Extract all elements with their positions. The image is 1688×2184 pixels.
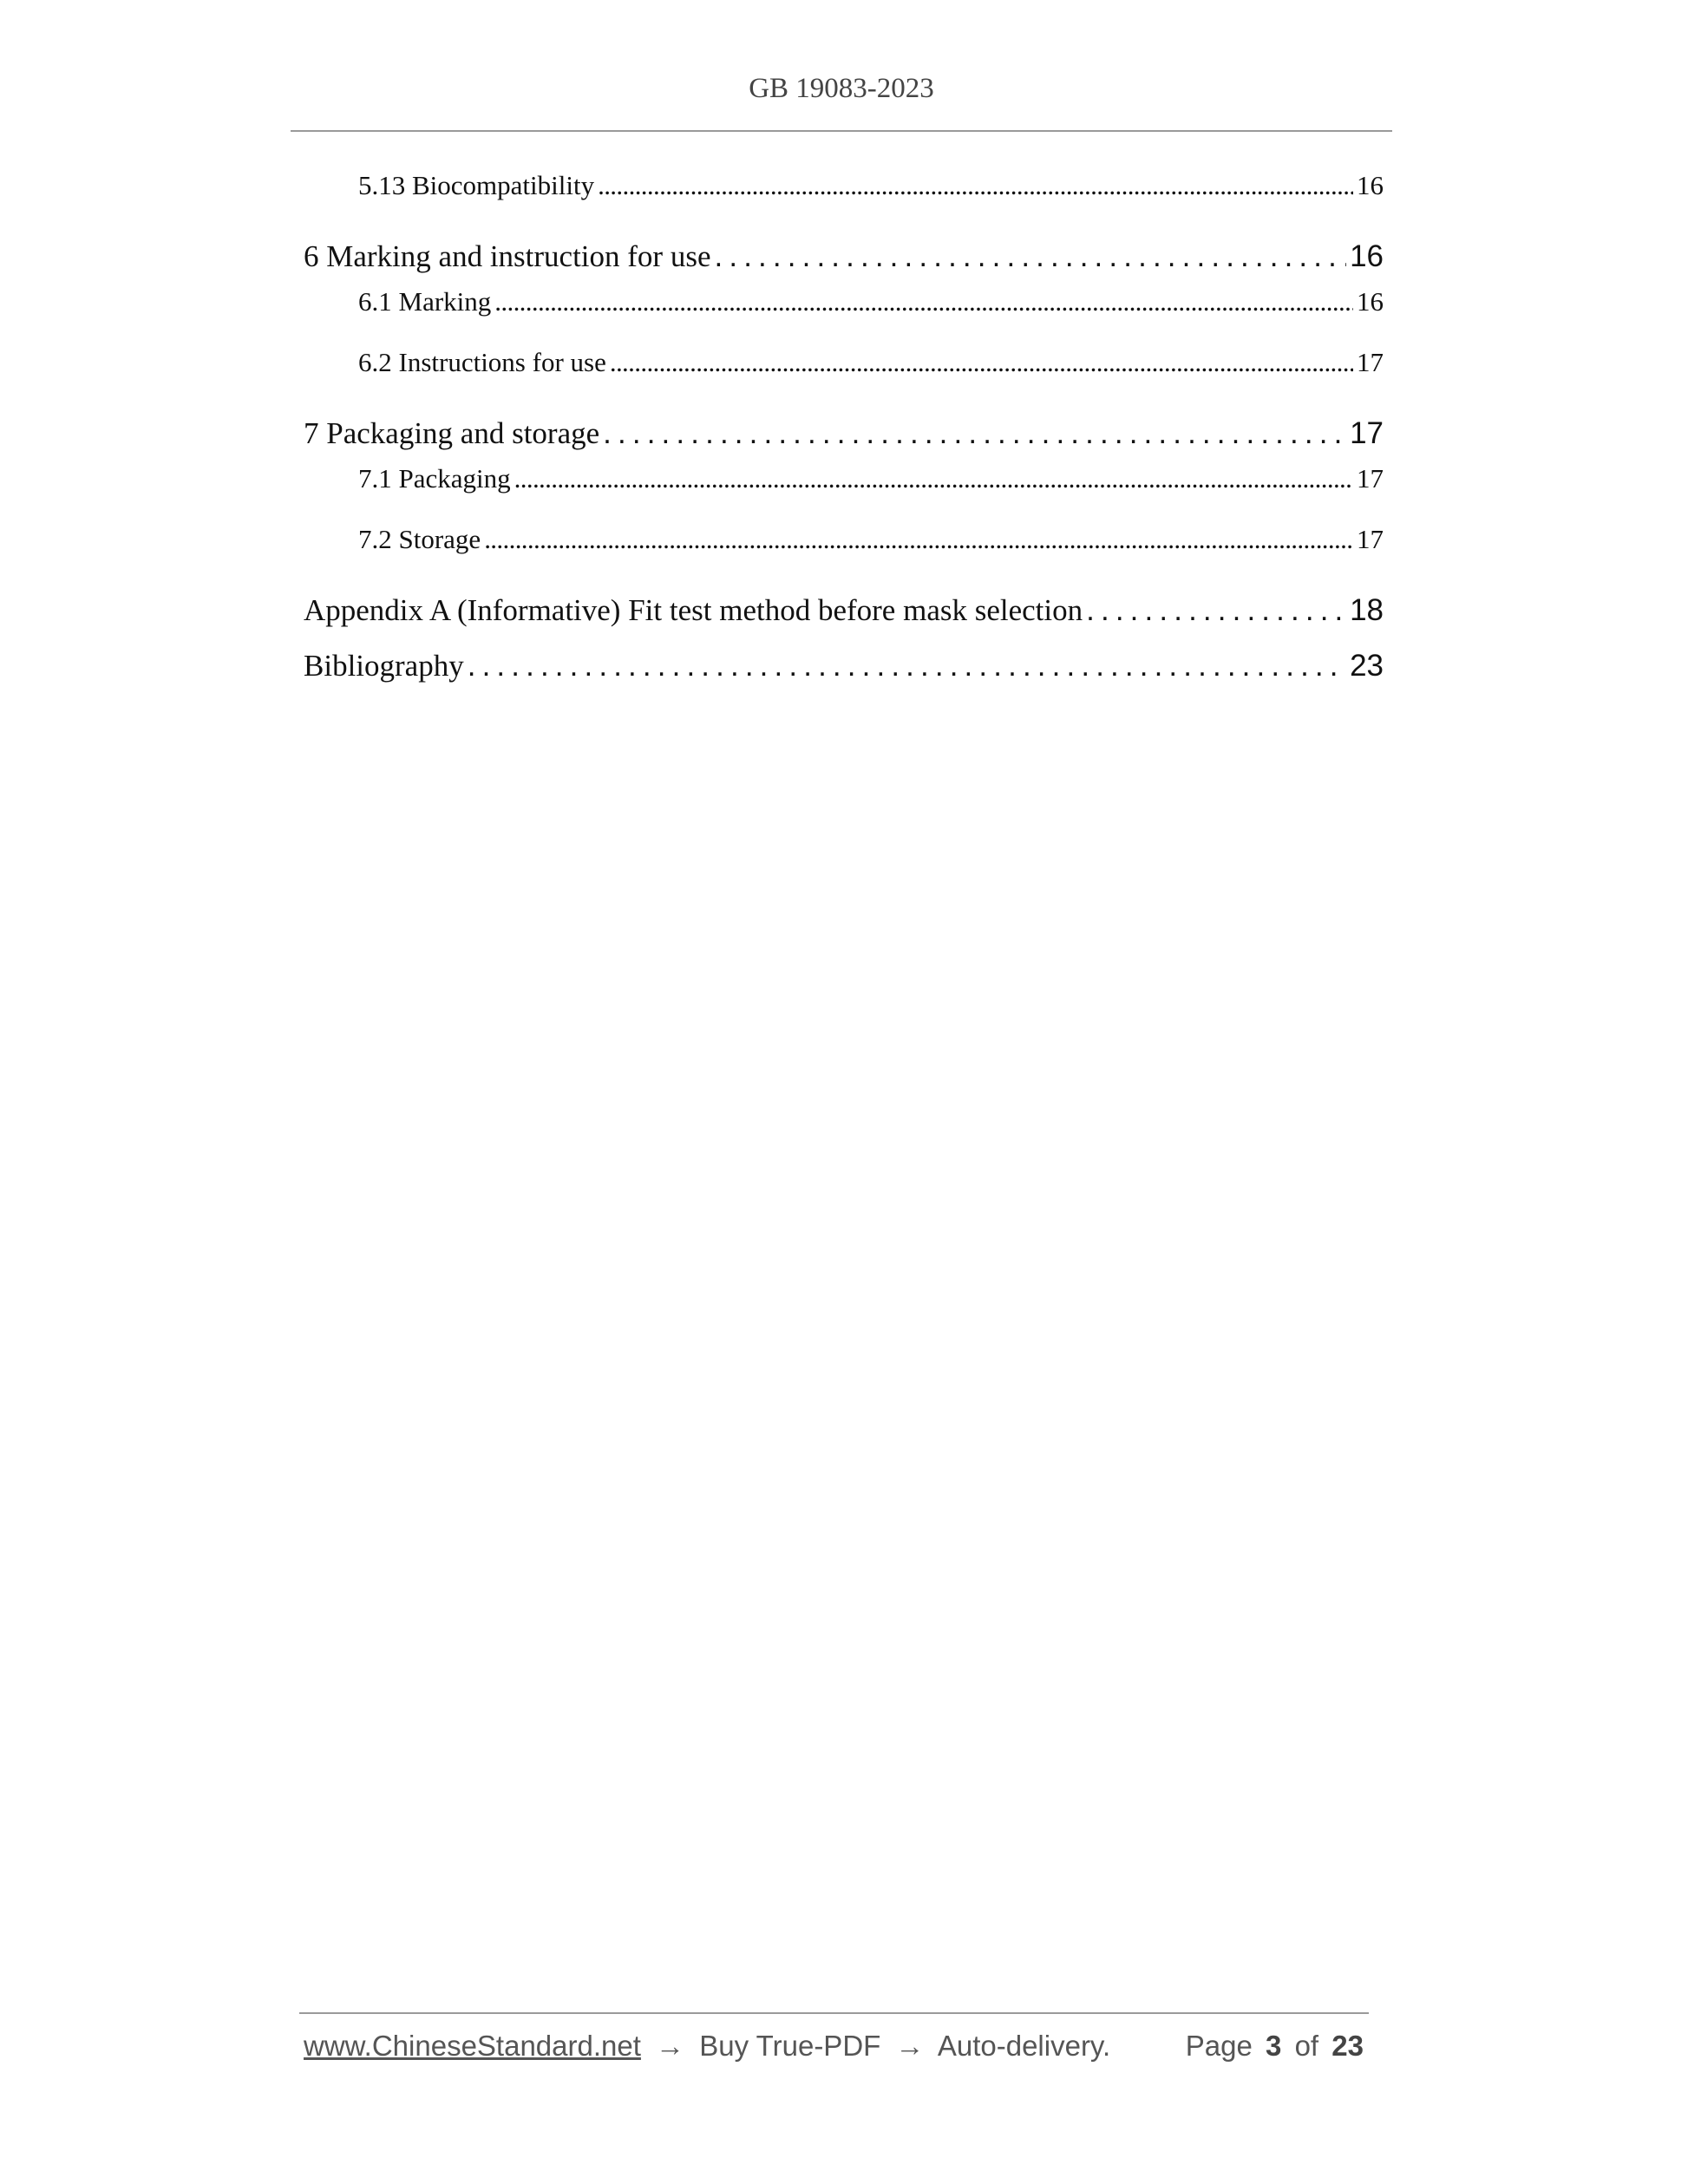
toc-entry-page: 18 [1350, 593, 1384, 627]
toc-entry-page: 16 [1357, 286, 1384, 317]
toc-entry-appendix-a[interactable] [304, 593, 1384, 628]
page-word: Page [1185, 2030, 1253, 2062]
toc-dot-leader [1086, 593, 1346, 628]
toc-dot-leader [484, 524, 1353, 555]
header-divider [291, 130, 1392, 132]
arrow-right-icon: → [656, 2030, 685, 2062]
toc-entry-7-1[interactable] [304, 463, 1384, 494]
toc-entry-page: 17 [1357, 463, 1384, 494]
toc-entry-page: 17 [1357, 347, 1384, 377]
toc-entry-page: 16 [1357, 170, 1384, 200]
page-footer [304, 2030, 1369, 2063]
toc-entry-7-2[interactable] [304, 524, 1384, 555]
toc-entry-title: Bibliography [304, 649, 464, 683]
toc-dot-leader [468, 649, 1346, 683]
toc-dot-leader [715, 239, 1347, 274]
toc-entry-page: 17 [1357, 524, 1384, 554]
toc-entry-5-13[interactable] [304, 170, 1384, 201]
toc-entry-page: 17 [1350, 416, 1384, 450]
toc-entry-page: 16 [1350, 239, 1384, 273]
toc-entry-title: 7 Packaging and storage [304, 416, 600, 450]
page-current: 3 [1266, 2030, 1282, 2062]
footer-divider [299, 2012, 1369, 2014]
toc-entry-7[interactable] [304, 416, 1384, 451]
toc-entry-title: 5.13 Biocompatibility [358, 170, 595, 200]
of-word: of [1294, 2030, 1319, 2062]
toc-entry-6-2[interactable] [304, 347, 1384, 378]
buy-text: Buy True-PDF [699, 2030, 881, 2062]
toc-entry-title: 7.1 Packaging [358, 463, 511, 494]
toc-entry-6-1[interactable] [304, 286, 1384, 317]
toc-dot-leader [494, 286, 1353, 317]
toc-dot-leader [610, 347, 1353, 378]
page-indicator [1186, 2030, 1369, 2063]
page-total: 23 [1331, 2030, 1364, 2062]
footer-promo [304, 2030, 1110, 2063]
document-header: GB 19083-2023 [749, 73, 934, 104]
toc-dot-leader [514, 463, 1353, 494]
toc-entry-title: Appendix A (Informative) Fit test method before mask selection [304, 593, 1083, 627]
toc-entry-bibliography[interactable] [304, 649, 1384, 683]
toc-dot-leader [598, 170, 1353, 201]
arrow-right-icon: → [895, 2030, 925, 2062]
site-link[interactable]: www.ChineseStandard.net [304, 2030, 641, 2062]
toc-entry-title: 6.1 Marking [358, 286, 492, 317]
toc-entry-title: 6 Marking and instruction for use [304, 239, 711, 273]
toc-entry-title: 6.2 Instructions for use [358, 347, 606, 377]
delivery-text: Auto-delivery. [937, 2030, 1111, 2062]
toc-dot-leader [603, 416, 1346, 451]
toc-entry-6[interactable] [304, 239, 1384, 274]
toc-entry-title: 7.2 Storage [358, 524, 481, 554]
toc-entry-page: 23 [1350, 649, 1384, 683]
